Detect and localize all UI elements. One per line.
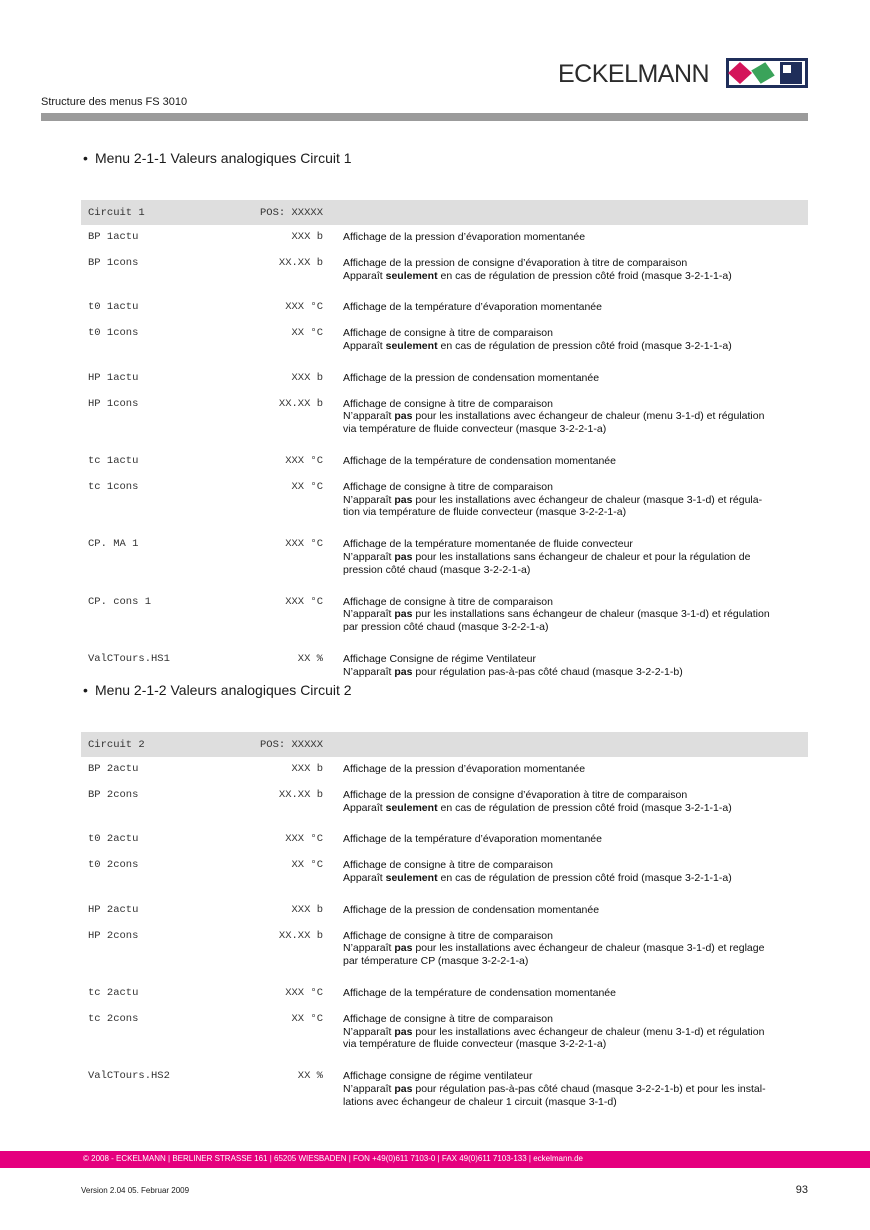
condition-suffix: en cas de régulation de pression côté froid (masque 3-2-1-1-a) xyxy=(437,269,732,282)
condition-prefix: N’apparaît xyxy=(343,550,395,563)
bullet-icon: • xyxy=(83,682,88,698)
condition-prefix: N’apparaît xyxy=(343,1025,395,1038)
logo-mark-icon xyxy=(726,57,810,89)
header-divider xyxy=(41,113,808,121)
description-line: Affichage de consigne à titre de comparaison xyxy=(343,1012,553,1025)
parameter-description xyxy=(339,1064,808,1115)
condition-line xyxy=(343,410,808,423)
parameter-description xyxy=(339,321,808,366)
page-number: 93 xyxy=(795,1184,808,1196)
table-header-row xyxy=(81,732,808,757)
table-row xyxy=(81,392,808,449)
condition-keyword: pas xyxy=(394,550,413,563)
parameter-description xyxy=(339,366,808,392)
table-row xyxy=(81,1064,808,1115)
header-empty xyxy=(339,732,808,757)
parameter-name: tc 2actu xyxy=(88,986,139,999)
description-line: Affichage de consigne à titre de comparaison xyxy=(343,327,553,340)
parameter-name: HP 2cons xyxy=(88,929,139,942)
condition-line xyxy=(343,872,808,885)
description-line: Affichage de la pression de consigne d’évaporation à titre de comparaison xyxy=(343,256,688,269)
table-row xyxy=(81,924,808,981)
header-pos: POS: XXXXX xyxy=(238,732,339,757)
table-row xyxy=(81,366,808,392)
parameter-name: tc 2cons xyxy=(88,1012,139,1025)
condition-suffix: en cas de régulation de pression côté froid (masque 3-2-1-1-a) xyxy=(437,339,732,352)
parameter-description xyxy=(339,853,808,898)
condition-suffix: pur les installations sans échangeur de chaleur (masque 3-1-d) et régulation xyxy=(412,608,770,621)
parameter-value: XXX °C xyxy=(285,538,323,551)
parameter-name: tc 1actu xyxy=(88,454,139,467)
eckelmann-logo xyxy=(558,57,810,89)
table-row xyxy=(81,757,808,783)
parameter-value: XX °C xyxy=(291,327,323,340)
parameter-name: ValCTours.HS1 xyxy=(88,652,170,665)
condition-suffix: pour les installations sans échangeur de chaleur et pour la régulation de xyxy=(412,550,751,563)
description-line: Affichage de consigne à titre de comparaison xyxy=(343,595,553,608)
description-line: Affichage de consigne à titre de comparaison xyxy=(343,929,553,942)
description-line: Affichage de la pression de condensation momentanée xyxy=(343,903,600,916)
table-row xyxy=(81,827,808,853)
parameter-value: XXX b xyxy=(291,231,323,243)
condition-keyword: pas xyxy=(394,1025,413,1038)
parameter-value: XX.XX b xyxy=(278,788,323,801)
parameter-description xyxy=(339,449,808,475)
condition-prefix: N’apparaît xyxy=(343,608,395,621)
parameter-description xyxy=(339,532,808,589)
condition-suffix: en cas de régulation de pression côté froid (masque 3-2-1-1-a) xyxy=(437,871,732,884)
table-row xyxy=(81,898,808,924)
condition-line xyxy=(343,551,808,564)
parameter-description xyxy=(339,981,808,1007)
description-line: Affichage de la pression de condensation momentanée xyxy=(343,371,600,384)
table-row xyxy=(81,295,808,321)
condition-keyword: pas xyxy=(394,1082,413,1095)
condition-prefix: Apparaît xyxy=(343,871,386,884)
parameter-description xyxy=(339,392,808,449)
parameter-name: BP 2actu xyxy=(88,763,139,775)
condition-continuation: pression côté chaud (masque 3-2-2-1-a) xyxy=(343,563,531,576)
parameter-name: t0 1actu xyxy=(88,301,139,314)
parameter-value: XXX b xyxy=(291,763,323,775)
section-title-circuit-2 xyxy=(83,682,352,698)
condition-keyword: pas xyxy=(394,493,413,506)
condition-line xyxy=(343,666,808,679)
parameter-name: CP. cons 1 xyxy=(88,595,152,608)
condition-prefix: N’apparaît xyxy=(343,493,395,506)
description-line: Affichage consigne de régime ventilateur xyxy=(343,1070,533,1083)
table-row xyxy=(81,225,808,251)
header-pos: POS: XXXXX xyxy=(238,200,339,225)
condition-continuation: tion via température de fluide convecteur (masque 3-2-2-1-a) xyxy=(343,506,627,519)
parameter-value: XX % xyxy=(297,1070,323,1083)
condition-suffix: en cas de régulation de pression côté froid (masque 3-2-1-1-a) xyxy=(437,801,732,814)
condition-line xyxy=(343,494,808,507)
condition-prefix: N’apparaît xyxy=(343,410,395,423)
parameter-description xyxy=(339,647,808,686)
parameter-description xyxy=(339,295,808,321)
section-title-text: Menu 2-1-1 Valeurs analogiques Circuit 1 xyxy=(95,150,352,166)
condition-keyword: pas xyxy=(394,665,413,678)
condition-prefix: Apparaît xyxy=(343,801,386,814)
condition-keyword: pas xyxy=(394,942,413,955)
parameter-name: HP 1cons xyxy=(88,397,139,410)
condition-continuation: lations avec échangeur de chaleur 1 circuit (masque 3-1-d) xyxy=(343,1095,617,1108)
description-line: Affichage de la température d’évaporation momentanée xyxy=(343,833,602,846)
table-row xyxy=(81,321,808,366)
parameter-description xyxy=(339,827,808,853)
description-line: Affichage de consigne à titre de comparaison xyxy=(343,859,553,872)
parameter-value: XX.XX b xyxy=(278,929,323,942)
condition-keyword: pas xyxy=(394,410,413,423)
parameter-name: BP 1cons xyxy=(88,256,139,269)
table-row xyxy=(81,783,808,828)
logo-text: ECKELMANN xyxy=(558,60,710,88)
menu-table-circuit-2 xyxy=(81,732,808,1116)
parameter-value: XXX °C xyxy=(285,301,323,314)
condition-prefix: Apparaît xyxy=(343,269,386,282)
parameter-description xyxy=(339,251,808,296)
condition-keyword: seulement xyxy=(385,871,438,884)
parameter-value: XXX b xyxy=(291,371,323,384)
parameter-name: CP. MA 1 xyxy=(88,538,139,551)
description-line: Affichage de la pression d’évaporation momentanée xyxy=(343,763,586,775)
description-line: Affichage Consigne de régime Ventilateur xyxy=(343,652,537,665)
parameter-value: XXX °C xyxy=(285,833,323,846)
parameter-value: XX °C xyxy=(291,480,323,493)
parameter-name: t0 1cons xyxy=(88,327,139,340)
parameter-value: XX.XX b xyxy=(278,397,323,410)
description-line: Affichage de la température de condensation momentanée xyxy=(343,986,616,999)
condition-prefix: Apparaît xyxy=(343,339,386,352)
footer-bar xyxy=(0,1151,870,1168)
condition-keyword: seulement xyxy=(385,269,438,282)
parameter-name: t0 2cons xyxy=(88,859,139,872)
condition-suffix: pour régulation pas-à-pas côté chaud (masque 3-2-2-1-b) et pour les instal- xyxy=(412,1082,766,1095)
parameter-description xyxy=(339,225,808,251)
table-header-row xyxy=(81,200,808,225)
table-row xyxy=(81,251,808,296)
parameter-description xyxy=(339,924,808,981)
parameter-name: ValCTours.HS2 xyxy=(88,1070,170,1083)
description-line: Affichage de la température de condensation momentanée xyxy=(343,454,616,467)
header-empty xyxy=(339,200,808,225)
header-circuit-name: Circuit 1 xyxy=(81,200,238,225)
condition-continuation: via température de fluide convecteur (masque 3-2-2-1-a) xyxy=(343,1038,607,1051)
condition-line xyxy=(343,270,808,283)
condition-line xyxy=(343,802,808,815)
parameter-name: HP 1actu xyxy=(88,371,139,384)
bullet-icon: • xyxy=(83,150,88,166)
condition-prefix: N’apparaît xyxy=(343,665,395,678)
parameter-value: XX.XX b xyxy=(278,256,323,269)
parameter-description xyxy=(339,1007,808,1064)
condition-line xyxy=(343,608,808,621)
parameter-description xyxy=(339,783,808,828)
parameter-value: XXX °C xyxy=(285,454,323,467)
table-row xyxy=(81,449,808,475)
table-row xyxy=(81,647,808,686)
condition-suffix: pour les installations avec échangeur de chaleur (masque 3-1-d) et reglage xyxy=(412,942,765,955)
parameter-value: XX °C xyxy=(291,1012,323,1025)
parameter-name: BP 2cons xyxy=(88,788,139,801)
table-row xyxy=(81,590,808,647)
condition-line xyxy=(343,1026,808,1039)
condition-keyword: pas xyxy=(394,608,413,621)
condition-continuation: par témperature CP (masque 3-2-2-1-a) xyxy=(343,955,529,968)
parameter-value: XXX °C xyxy=(285,595,323,608)
table-row xyxy=(81,532,808,589)
table-row xyxy=(81,981,808,1007)
condition-suffix: pour les installations avec échangeur de chaleur (menu 3-1-d) et régulation xyxy=(412,1025,765,1038)
description-line: Affichage de la pression de consigne d’évaporation à titre de comparaison xyxy=(343,788,688,801)
description-line: Affichage de la température momentanée de fluide convecteur xyxy=(343,538,633,551)
condition-continuation: par pression côté chaud (masque 3-2-2-1-a) xyxy=(343,621,549,634)
parameter-description xyxy=(339,898,808,924)
header-circuit-name: Circuit 2 xyxy=(81,732,238,757)
section-title-circuit-1 xyxy=(83,150,352,166)
document-title: Structure des menus FS 3010 xyxy=(41,96,188,108)
condition-line xyxy=(343,340,808,353)
description-line: Affichage de consigne à titre de comparaison xyxy=(343,480,553,493)
condition-continuation: via température de fluide convecteur (masque 3-2-2-1-a) xyxy=(343,423,607,436)
condition-suffix: pour les installations avec échangeur de chaleur (masque 3-1-d) et régula- xyxy=(412,493,763,506)
version-info: Version 2.04 05. Februar 2009 xyxy=(81,1186,190,1195)
parameter-value: XX % xyxy=(297,652,323,665)
parameter-description xyxy=(339,757,808,783)
condition-prefix: N’apparaît xyxy=(343,1082,395,1095)
description-line: Affichage de consigne à titre de comparaison xyxy=(343,397,553,410)
menu-table-circuit-1 xyxy=(81,200,808,686)
description-line: Affichage de la température d’évaporation momentanée xyxy=(343,301,602,314)
table-row xyxy=(81,1007,808,1064)
parameter-name: tc 1cons xyxy=(88,480,139,493)
condition-line xyxy=(343,942,808,955)
parameter-value: XX °C xyxy=(291,859,323,872)
parameter-description xyxy=(339,475,808,532)
parameter-value: XXX b xyxy=(291,903,323,916)
parameter-description xyxy=(339,590,808,647)
condition-suffix: pour les installations avec échangeur de chaleur (menu 3-1-d) et régulation xyxy=(412,410,765,423)
parameter-name: t0 2actu xyxy=(88,833,139,846)
table-row xyxy=(81,475,808,532)
condition-keyword: seulement xyxy=(385,801,438,814)
condition-keyword: seulement xyxy=(385,339,438,352)
parameter-name: BP 1actu xyxy=(88,231,139,243)
footer-address: © 2008 - ECKELMANN | BERLINER STRASSE 161 | 65205 WIESBADEN | FON +49(0)611 7103-0 | FAX 49(0)611 7103-133 | eckelmann.de xyxy=(83,1154,584,1163)
parameter-name: HP 2actu xyxy=(88,903,139,916)
condition-suffix: pour régulation pas-à-pas côté chaud (masque 3-2-2-1-b) xyxy=(412,665,683,678)
description-line: Affichage de la pression d’évaporation momentanée xyxy=(343,231,586,243)
condition-prefix: N’apparaît xyxy=(343,942,395,955)
section-title-text: Menu 2-1-2 Valeurs analogiques Circuit 2 xyxy=(95,682,352,698)
table-row xyxy=(81,853,808,898)
parameter-value: XXX °C xyxy=(285,986,323,999)
condition-line xyxy=(343,1083,808,1096)
